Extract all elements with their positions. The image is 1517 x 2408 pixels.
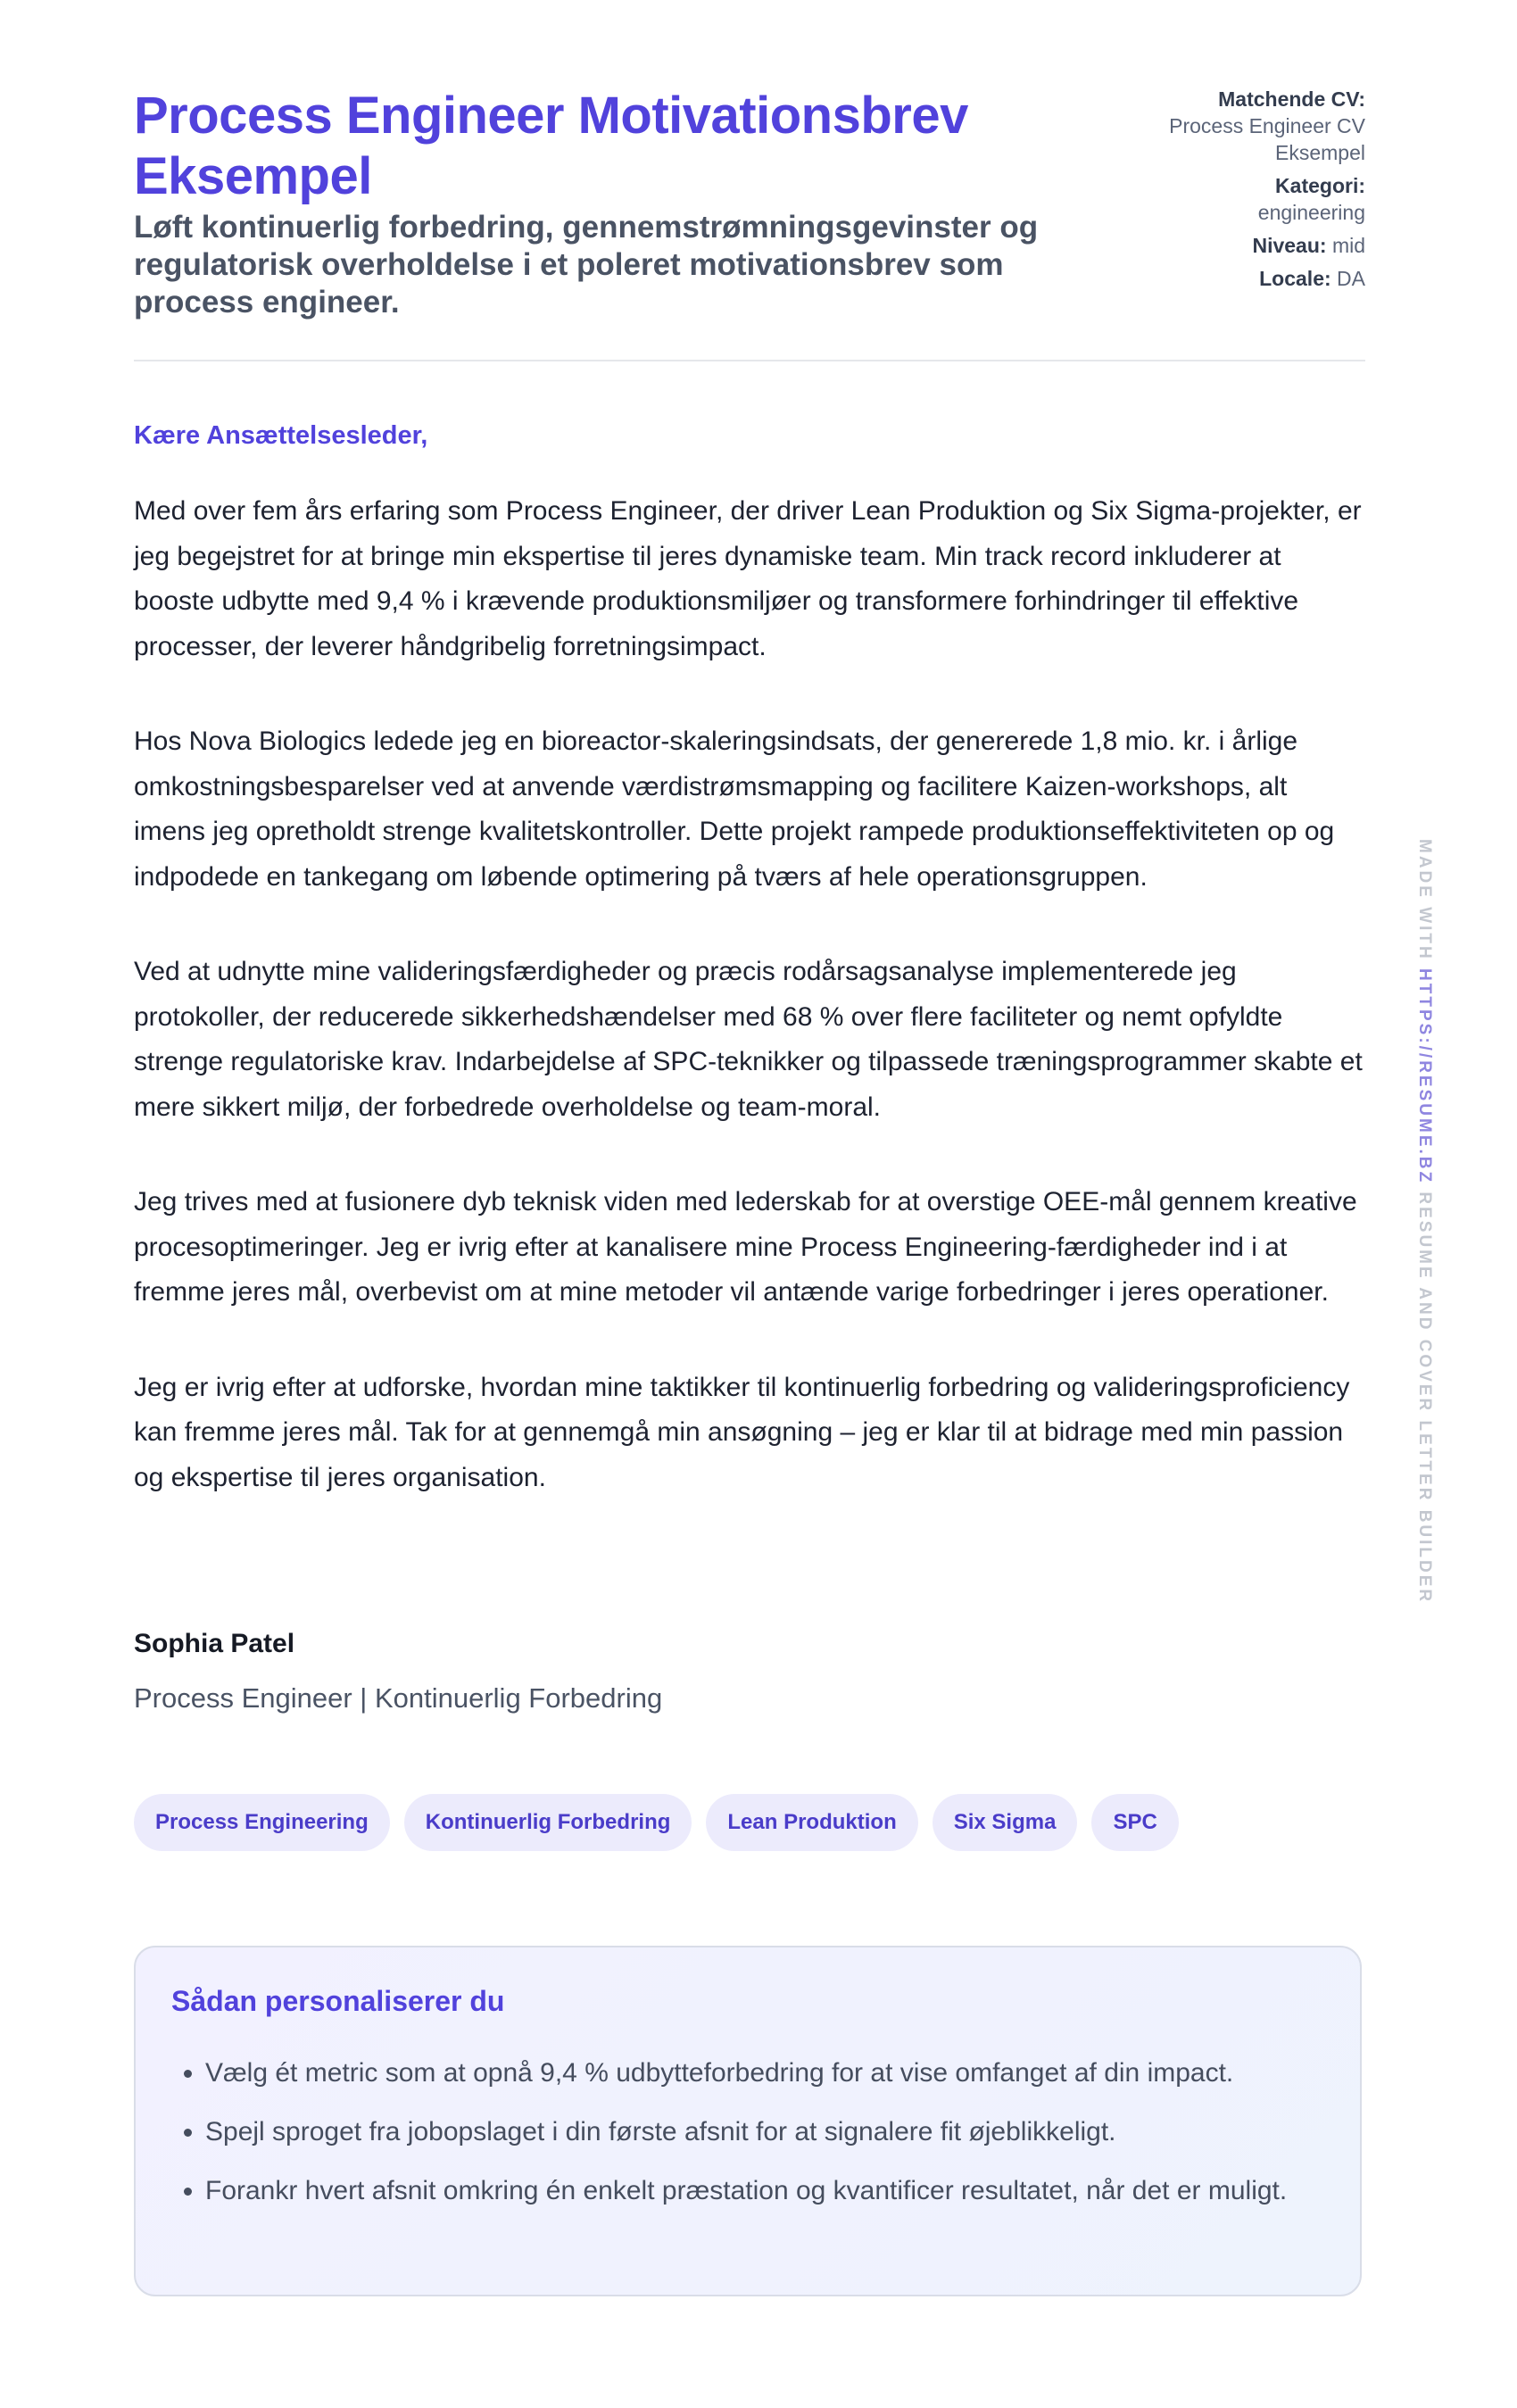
letter-paragraph: Jeg trives med at fusionere dyb teknisk viden med lederskab for at overstige OEE-mål gennem kreative procesoptimeringer. Jeg er ivrig efter at kanalisere mine Process Engineering-færdigheder ind i at fremme jeres mål, overbevist om at mine metoder vil antænde varige forbedringer i jeres operationer.	[134, 1187, 1357, 1307]
letter-paragraph: Hos Nova Biologics ledede jeg en bioreactor-skaleringsindsats, der genererede 1,8 mio. kr. i årlige omkostningsbesparelser ved at anvende værdistrømsmapping og facilitere Kaizen-workshops, alt imens jeg opretholdt strenge kvalitetskontroller. Dette projekt rampede produktionseffektiviteten op og indpodede en tankegang om løbende optimering på tværs af hele operationsgruppen.	[134, 727, 1335, 892]
page-title: Process Engineer Motivationsbrev Eksempel	[134, 87, 968, 205]
meta-category	[1098, 172, 1365, 226]
tips-title: Sådan personaliserer du	[171, 1985, 505, 2017]
made-with-watermark	[1414, 839, 1434, 1604]
skill-tag: SPC	[1091, 1794, 1178, 1851]
tip-item: • Vælg ét metric som at opnå 9,4 % udbytteforbedring for at vise omfanget af din impact.	[205, 2051, 1321, 2096]
meta-category-label: Kategori:	[1275, 174, 1365, 197]
meta-cv	[1098, 86, 1365, 166]
meta-locale	[1098, 265, 1365, 292]
personalization-tips-box	[134, 1946, 1362, 2296]
letter-paragraph: Med over fem års erfaring som Process Engineer, der driver Lean Produktion og Six Sigma-projekter, er jeg begejstret for at bringe min ekspertise til jeres dynamiske team. Min track record inkluderer at booste udbytte med 9,4 % i krævende produktionsmiljøer og transformere forhindringer til effektive processer, der leverer håndgribelig forretningsimpact.	[134, 496, 1362, 661]
skill-tag: Lean Produktion	[706, 1794, 917, 1851]
signature-role: Process Engineer | Kontinuerlig Forbedring	[134, 1682, 663, 1714]
meta-level-label: Niveau:	[1252, 234, 1327, 257]
watermark-suffix: RESUME AND COVER LETTER BUILDER	[1415, 1192, 1434, 1605]
cover-letter-page	[134, 0, 1365, 2205]
skill-tags	[134, 1794, 1179, 1851]
letter-paragraph: Jeg er ivrig efter at udforske, hvordan mine taktikker til kontinuerlig forbedring og valideringsproficiency kan fremme jeres mål. Tak for at gennemgå min ansøgning – jeg er klar til at bidrage med min passion og ekspertise til jeres organisation.	[134, 1372, 1350, 1492]
skill-tag: Six Sigma	[933, 1794, 1078, 1851]
page-subtitle: Løft kontinuerlig forbedring, gennemstrømningsgevinster og regulatorisk overholdelse i et poleret motivationsbrev som process engineer.	[134, 210, 1039, 320]
tip-item: • Spejl sproget fra jobopslaget i din første afsnit for at signalere fit øjeblikkeligt.	[205, 2110, 1321, 2155]
meta-locale-label: Locale:	[1259, 267, 1331, 290]
skill-tag: Process Engineering	[134, 1794, 390, 1851]
meta-level-value: mid	[1331, 234, 1365, 257]
skill-tag: Kontinuerlig Forbedring	[404, 1794, 692, 1851]
meta-panel	[1098, 86, 1365, 298]
watermark-link[interactable]: HTTPS://RESUME.BZ	[1415, 968, 1434, 1185]
signature-name: Sophia Patel	[134, 1629, 295, 1658]
tips-list	[171, 2051, 1321, 2228]
letter-body	[134, 489, 1365, 1550]
meta-cv-label: Matchende CV:	[1218, 87, 1365, 111]
watermark-prefix: MADE WITH	[1415, 839, 1434, 961]
tip-item: • Forankr hvert afsnit omkring én enkelt præstation og kvantificer resultatet, når det er muligt.	[205, 2169, 1321, 2213]
meta-cv-value: Process Engineer CV Eksempel	[1169, 114, 1365, 164]
meta-level	[1098, 232, 1365, 259]
meta-category-value: engineering	[1257, 201, 1365, 224]
meta-locale-value: DA	[1337, 267, 1365, 290]
letter-paragraph: Ved at udnytte mine valideringsfærdigheder og præcis rodårsagsanalyse implementerede jeg protokoller, der reducerede sikkerhedshændelser med 68 % over flere faciliteter og nemt opfyldte strenge regulatoriske krav. Indarbejdelse af SPC-teknikker og tilpassede træningsprogrammer skabte et mere sikkert miljø, der forbedrede overholdelse og team-moral.	[134, 957, 1363, 1122]
letter-greeting: Kære Ansættelsesleder,	[134, 421, 428, 450]
header	[134, 0, 1365, 361]
